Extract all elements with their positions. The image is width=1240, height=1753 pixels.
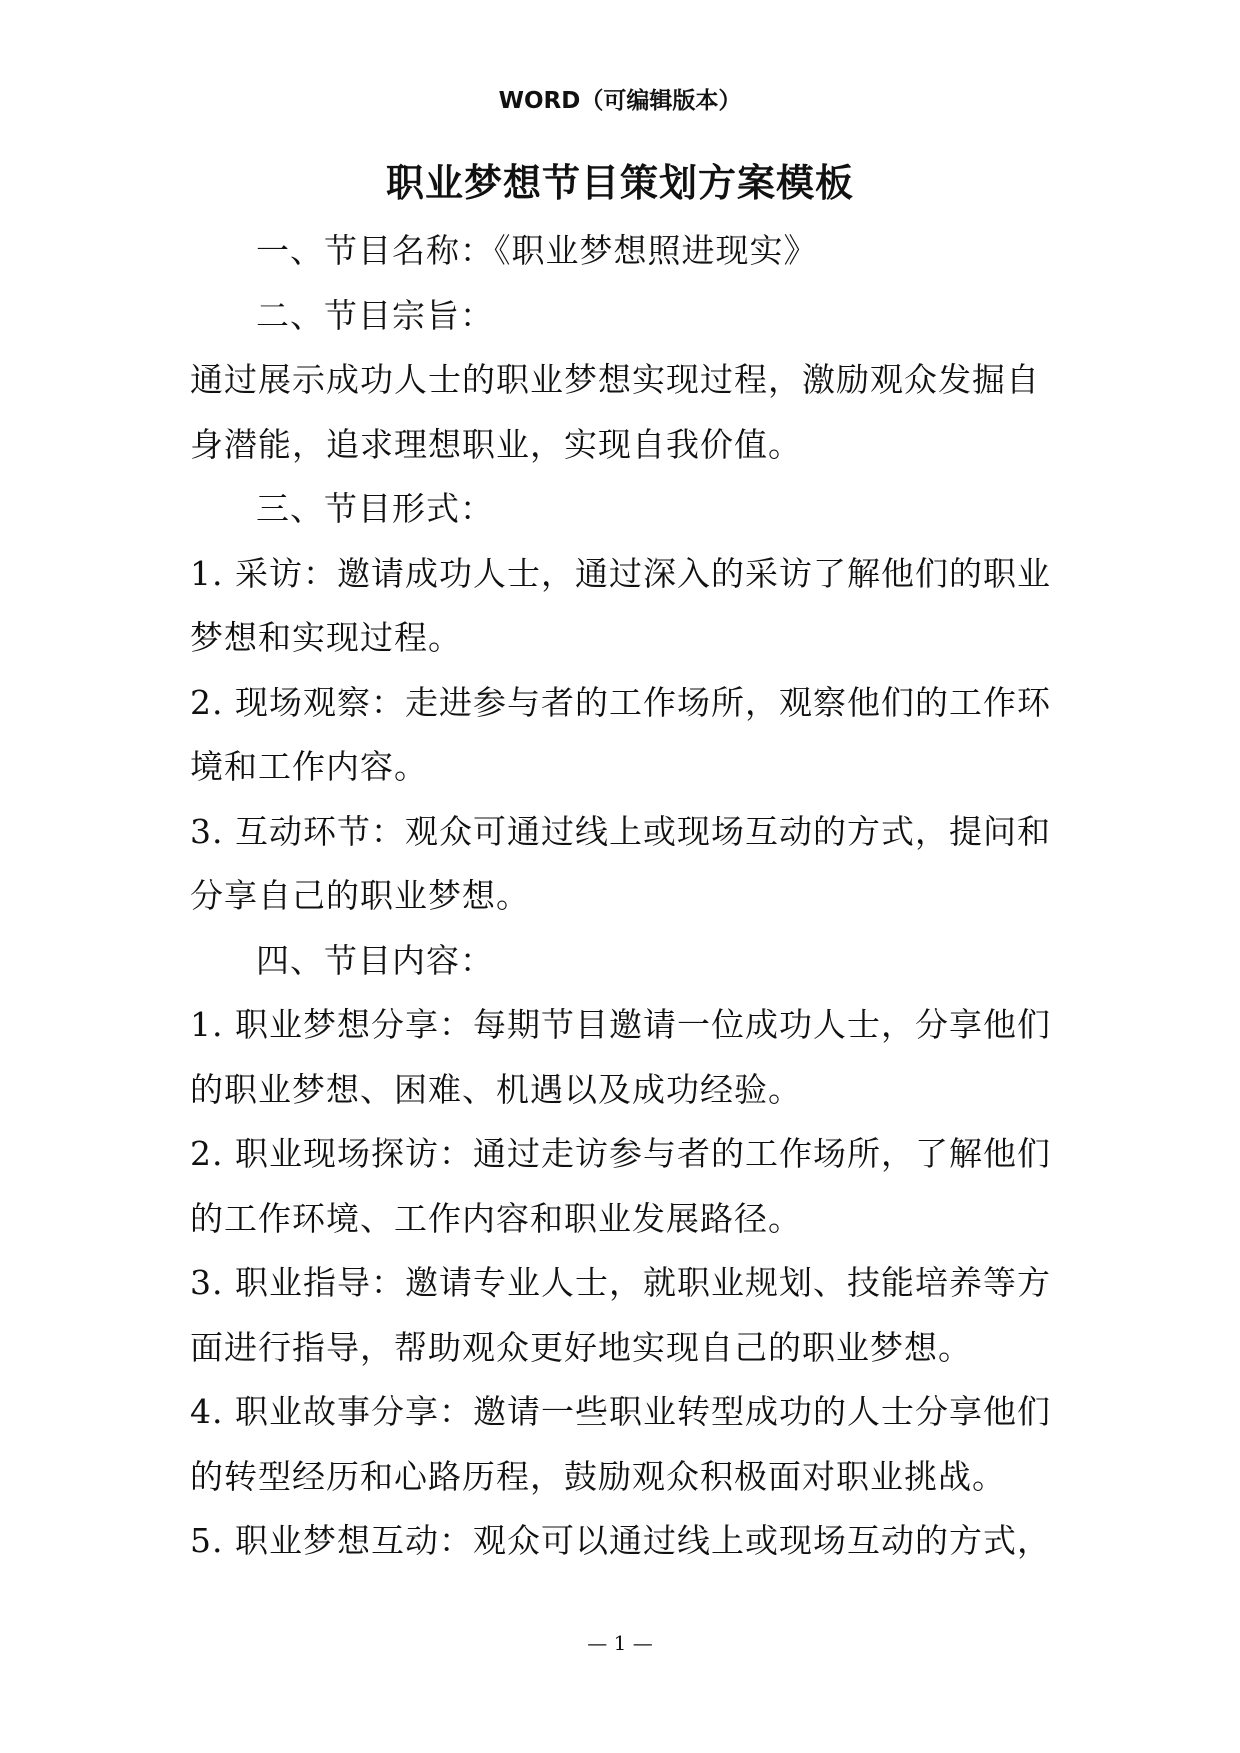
body-line: 3. 职业指导：邀请专业人士，就职业规划、技能培养等方 (190, 1263, 1051, 1302)
body-line: 面进行指导，帮助观众更好地实现自己的职业梦想。 (190, 1327, 972, 1367)
body-line: 四、节目内容： (256, 940, 494, 980)
page-number: — 1 — (587, 1631, 653, 1655)
body-line: 通过展示成功人士的职业梦想实现过程，激励观众发掘自 (190, 360, 1040, 399)
document-header: WORD（可编辑版本） (498, 88, 742, 114)
body-line: 境和工作内容。 (190, 747, 428, 786)
body-line: 3. 互动环节：观众可通过线上或现场互动的方式，提问和 (190, 811, 1051, 851)
body-line: 2. 职业现场探访：通过走访参与者的工作场所，了解他们 (190, 1134, 1051, 1173)
body-line: 1. 职业梦想分享：每期节目邀请一位成功人士，分享他们 (190, 1005, 1051, 1044)
body-line: 一、节目名称：《职业梦想照进现实》 (256, 231, 818, 270)
body-line: 身潜能，追求理想职业，实现自我价值。 (190, 424, 802, 464)
document-body (190, 219, 1060, 1574)
body-line: 5. 职业梦想互动：观众可以通过线上或现场互动的方式， (190, 1521, 1051, 1560)
body-line: 的职业梦想、困难、机遇以及成功经验。 (190, 1069, 802, 1109)
body-line: 的工作环境、工作内容和职业发展路径。 (190, 1198, 802, 1238)
body-line: 4. 职业故事分享：邀请一些职业转型成功的人士分享他们 (190, 1392, 1051, 1431)
body-line: 1. 采访：邀请成功人士，通过深入的采访了解他们的职业 (190, 553, 1051, 593)
body-line: 梦想和实现过程。 (190, 618, 462, 657)
document-title: 职业梦想节目策划方案模板 (385, 161, 854, 205)
body-line: 三、节目形式： (256, 489, 494, 528)
body-line: 分享自己的职业梦想。 (190, 876, 530, 915)
body-line: 的转型经历和心路历程，鼓励观众积极面对职业挑战。 (190, 1456, 1006, 1496)
body-line: 2. 现场观察：走进参与者的工作场所，观察他们的工作环 (190, 682, 1051, 722)
body-line: 二、节目宗旨： (256, 295, 494, 335)
